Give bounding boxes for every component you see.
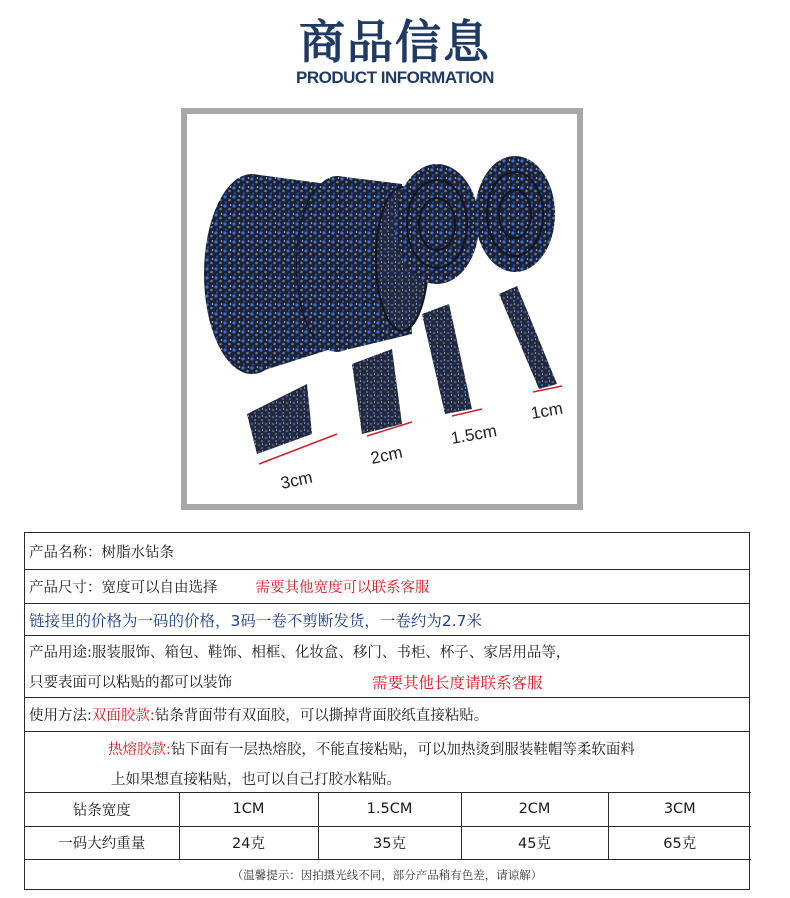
dimension-line-1cm <box>533 386 562 392</box>
spec-weight-cell: 24克 <box>179 826 318 860</box>
name-value: 树脂水钻条 <box>101 544 174 561</box>
row-usage <box>25 636 749 666</box>
roll-1cm <box>475 156 557 389</box>
page-title: 商品信息 <box>299 15 491 69</box>
spec-weight-cell: 35克 <box>318 826 461 860</box>
method-desc-3: 上如果想直接粘贴，也可以自己打胶水粘贴。 <box>111 771 401 788</box>
rhinestone-rolls-illustration <box>187 114 577 504</box>
size-label: 产品尺寸： <box>29 580 102 596</box>
spec-weight-cell: 65克 <box>608 826 751 860</box>
size-note: 需要其他宽度可以联系客服 <box>255 580 430 596</box>
spec-row-width <box>25 793 751 827</box>
method-desc-1: 钻条背面带有双面胶，可以撕掉背面胶纸直接粘贴。 <box>154 708 489 724</box>
method-desc-2: 钻下面有一层热熔胶，不能直接粘贴，可以加热烫到服装鞋帽等柔软面料 <box>170 741 635 758</box>
spec-width-cell: 2CM <box>461 793 608 827</box>
row-method-2 <box>25 732 749 764</box>
row-method-1 <box>25 698 749 732</box>
page-subtitle: PRODUCT INFORMATION <box>296 68 494 87</box>
spec-row-weight <box>25 826 751 860</box>
spec-width-cell: 1.5CM <box>318 793 461 827</box>
spec-table <box>25 792 751 860</box>
usage-line: 产品用途:服装服饰、箱包、鞋饰、相框、化妆盒、移门、书柜、杯子、家居用品等， <box>29 644 571 661</box>
label-1.5cm: 1.5cm <box>449 421 499 448</box>
spec-weight-label: 一码大约重量 <box>25 826 179 860</box>
method-type-double-sided: 双面胶款: <box>91 708 155 724</box>
usage-line-2: 只要表面可以粘贴的都可以装饰 <box>29 675 232 691</box>
method-label: 使用方法: <box>29 708 92 724</box>
product-photo <box>181 108 583 510</box>
label-3cm: 3cm <box>278 467 315 493</box>
row-usage-2 <box>25 666 749 698</box>
price-line: 链接里的价格为一码的价格，3码一卷不剪断发货，一卷约为2.7米 <box>29 611 483 630</box>
name-label: 产品名称： <box>29 544 102 561</box>
color-difference-note: （温馨提示：因拍摄光线不同，部分产品稍有色差，请谅解） <box>231 868 543 882</box>
label-1cm: 1cm <box>529 398 565 423</box>
usage-note: 需要其他长度请联系客服 <box>372 673 543 692</box>
method-type-hot-melt: 热熔胶款: <box>108 741 171 758</box>
label-2cm: 2cm <box>368 442 405 468</box>
spec-weight-cell: 45克 <box>461 826 608 860</box>
row-product-size <box>25 570 749 604</box>
spec-width-label: 钻条宽度 <box>25 793 179 827</box>
spec-width-cell: 1CM <box>179 793 318 827</box>
row-product-name <box>25 533 749 570</box>
size-value: 宽度可以自由选择 <box>101 580 218 596</box>
product-info-table <box>24 532 750 890</box>
row-method-3 <box>25 764 749 792</box>
row-price <box>25 604 749 636</box>
spec-width-cell: 3CM <box>608 793 751 827</box>
